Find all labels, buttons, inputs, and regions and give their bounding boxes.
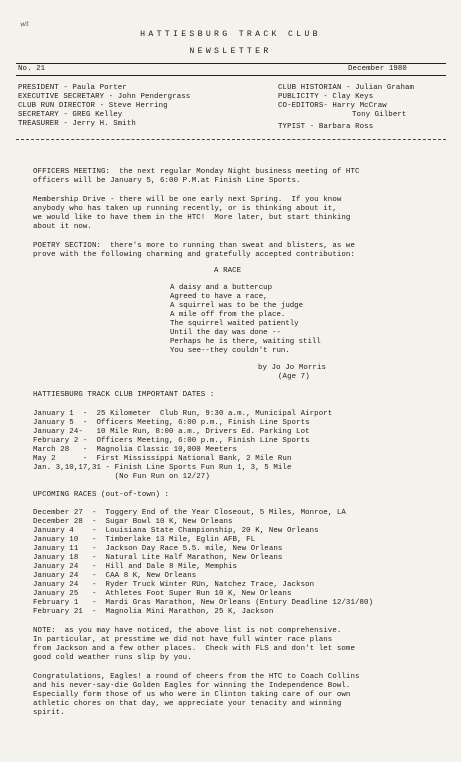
race-row: February 1 - Mardi Gras Marathon, New Orleans (Entury Deadline 12/31/80) <box>33 599 374 607</box>
paragraph-line: spirit. <box>33 709 65 717</box>
race-row: February 21 - Magnolia Mini Marathon, 25 K, Jackson <box>33 608 274 616</box>
important-dates-heading: HATTIESBURG TRACK CLUB IMPORTANT DATES : <box>33 391 215 399</box>
staff-line: Tony Gilbert <box>352 111 407 119</box>
paragraph-line: POETRY SECTION: there's more to running than sweat and blisters, as we <box>33 242 355 250</box>
paragraph-line: about it now. <box>33 223 92 231</box>
staff-line: PRESIDENT - Paula Porter <box>18 84 127 92</box>
poem-line: A daisy and a buttercup <box>170 284 273 292</box>
paragraph-line: Especially form those of us who were in Clinton taking care of our own <box>33 691 351 699</box>
newsletter-title: NEWSLETTER <box>189 47 272 56</box>
header-rule-top <box>16 63 446 64</box>
poem-line: You see--they couldn't run. <box>170 347 290 355</box>
margin-note: wt <box>19 19 30 29</box>
race-row: January 25 - Athletes Foot Super Run 10 K, New Orleans <box>33 590 292 598</box>
paragraph-line: we would like to have them in the HTC! More later, but start thinking <box>33 214 351 222</box>
paragraph-line: and his never-say-die Golden Eagles for winning the Independence Bowl. <box>33 682 351 690</box>
date-row: January 5 - Officers Meeting, 6:00 p.m., Finish Line Sports <box>33 419 310 427</box>
club-title: HATTIESBURG TRACK CLUB <box>140 30 321 39</box>
paragraph-line: anybody who has taken up running recently, or is thinking about it, <box>33 205 337 213</box>
upcoming-races-heading: UPCOMING RACES (out-of-town) : <box>33 491 170 499</box>
race-row: January 24 - Ryder Truck Winter RUn, Natchez Trace, Jackson <box>33 581 315 589</box>
race-row: January 11 - Jackson Day Race 5.5. mile, New Orleans <box>33 545 283 553</box>
paragraph-line: from Jackson and a few other places. Check with FLS and don't let some <box>33 645 355 653</box>
date-row: January 1 - 25 Kilometer Club Run, 9:30 a.m., Municipal Airport <box>33 410 333 418</box>
poem-line: Agreed to have a race, <box>170 293 268 301</box>
staff-line: PUBLICITY - Clay Keys <box>278 93 374 101</box>
poem-line: A squirrel was to be the judge <box>170 302 304 310</box>
race-row: December 28 - Sugar Bowl 10 K, New Orleans <box>33 518 233 526</box>
race-row: January 18 - Natural Lite Half Marathon, New Orleans <box>33 554 283 562</box>
header-rule-bottom <box>16 75 446 76</box>
poem-author: by Jo Jo Morris <box>258 364 327 372</box>
paragraph-line: In particular, at presstime we did not have full winter race plans <box>33 636 333 644</box>
poem-line: Perhaps he is there, waiting still <box>170 338 321 346</box>
paragraph-line: prove with the following charming and gratefully accepted contribution: <box>33 251 355 259</box>
date-row: January 24- 10 Mile Run, 8:00 a.m., Drivers Ed. Parking Lot <box>33 428 310 436</box>
issue-number: No. 21 <box>18 65 46 73</box>
date-row: Jan. 3,10,17,31 - Finish Line Sports Fun Run 1, 3, 5 Mile <box>33 464 292 472</box>
paragraph-line: Congratulations, Eagles! a round of cheers from the HTC to Coach Collins <box>33 673 360 681</box>
poem-line: A mile off from the place. <box>170 311 286 319</box>
paragraph-line: OFFICERS MEETING: the next regular Monday Night business meeting of HTC <box>33 168 360 176</box>
paragraph-line: athletic chores on that day, we appreciate your tenacity and winning <box>33 700 342 708</box>
staff-line: CO-EDITORS- Harry McCraw <box>278 102 387 110</box>
date-row: February 2 - Officers Meeting, 6:00 p.m., Finish Line Sports <box>33 437 310 445</box>
poem-author-age: (Age 7) <box>278 373 310 381</box>
paragraph-line: good cold weather runs slip by you. <box>33 654 192 662</box>
date-row: May 2 - First Mississippi National Bank, 2 Mile Run <box>33 455 292 463</box>
staff-line: CLUB RUN DIRECTOR - Steve Herring <box>18 102 168 110</box>
poem-line: Until the day was done -- <box>170 329 281 337</box>
poem-title: A RACE <box>214 267 242 275</box>
issue-date: December 1980 <box>348 65 407 73</box>
poem-line: The squirrel waited patiently <box>170 320 299 328</box>
paragraph-line: officers will be January 5, 6:00 P.M.at Finish Line Sports. <box>33 177 301 185</box>
date-row: March 28 - Magnolia Classic 10,000 Meeters <box>33 446 238 454</box>
paragraph-line: Membership Drive - there will be one early next Spring. If you know <box>33 196 342 204</box>
staff-line: TYPIST - Barbara Ross <box>278 123 374 131</box>
race-row: December 27 - Toggery End of the Year Closeout, 5 Miles, Monroe, LA <box>33 509 346 517</box>
staff-line: CLUB HISTORIAN - Julian Graham <box>278 84 415 92</box>
staff-line: EXECUTIVE SECRETARY - John Pendergrass <box>18 93 191 101</box>
race-row: January 10 - Timberlake 13 Mile, Eglin AFB, FL <box>33 536 256 544</box>
staff-line: SECRETARY - GREG Kelley <box>18 111 123 119</box>
date-row: (No Fun Run on 12/27) <box>33 473 210 481</box>
race-row: January 24 - CAA 8 K, New Orleans <box>33 572 197 580</box>
section-divider <box>16 139 446 140</box>
race-row: January 24 - Hill and Dale 8 Mile, Memphis <box>33 563 238 571</box>
race-row: January 4 - Louisiana State Championship, 20 K, New Orleans <box>33 527 319 535</box>
staff-line: TREASURER - Jerry H. Smith <box>18 120 136 128</box>
paragraph-line: NOTE: as you may have noticed, the above list is not comprehensive. <box>33 627 342 635</box>
